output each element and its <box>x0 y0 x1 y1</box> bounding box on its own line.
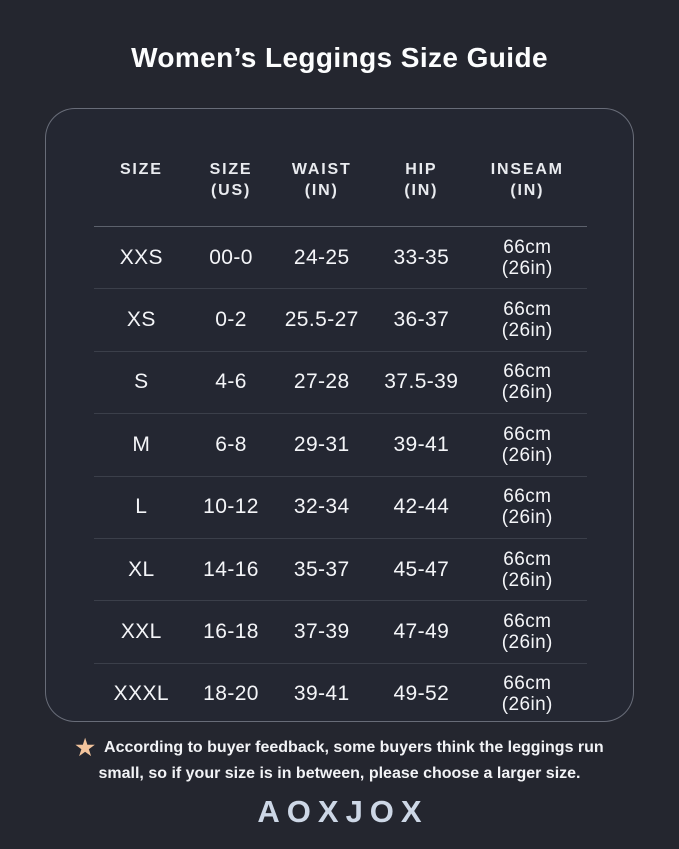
cell-waist: 27-28 <box>293 370 350 394</box>
cell-size-us: 18-20 <box>203 682 259 706</box>
cell-hip: 47-49 <box>393 620 450 644</box>
cell-inseam <box>473 486 582 528</box>
header-line1: SIZE <box>209 161 253 178</box>
cell-size: XXL <box>120 620 162 644</box>
cell-inseam <box>473 673 582 715</box>
column-header-waist <box>273 159 370 201</box>
inseam-cm: 66cm <box>503 611 552 633</box>
cell-size: L <box>135 495 148 519</box>
cell-inseam <box>473 424 582 466</box>
cell-size-us: 6-8 <box>215 432 247 456</box>
cell-hip: 33-35 <box>393 245 450 269</box>
cell-waist: 32-34 <box>293 495 350 519</box>
column-header-inseam <box>473 159 582 201</box>
page-title: Women’s Leggings Size Guide <box>131 42 548 73</box>
cell-hip: 45-47 <box>393 557 450 581</box>
table-row-xxl <box>94 601 587 663</box>
inseam-in: (26in) <box>501 257 553 279</box>
table-row-xxs <box>94 227 587 289</box>
cell-size: XXXL <box>113 682 169 706</box>
brand-logo: AOXJOX <box>257 794 429 829</box>
cell-size: S <box>134 370 149 394</box>
fit-note <box>0 735 679 787</box>
header-line1: INSEAM <box>490 161 564 178</box>
cell-waist: 35-37 <box>293 557 350 581</box>
header-line2: (IN) <box>404 182 439 199</box>
cell-size-us: 10-12 <box>203 495 259 519</box>
inseam-in: (26in) <box>501 569 553 591</box>
header-line2: (IN) <box>304 182 339 199</box>
header-line1: WAIST <box>291 161 352 178</box>
cell-size: XS <box>126 308 156 332</box>
column-header-size-us <box>189 159 274 201</box>
fit-note-text2: small, so if your size is in between, please choose a larger size. <box>98 765 581 782</box>
table-row-xxxl <box>94 664 587 725</box>
cell-size: XXS <box>119 245 163 269</box>
cell-waist: 25.5-27 <box>284 308 359 332</box>
cell-inseam <box>473 361 582 403</box>
inseam-cm: 66cm <box>503 361 552 383</box>
fit-note-line1 <box>0 735 679 761</box>
cell-size-us: 14-16 <box>203 557 259 581</box>
inseam-cm: 66cm <box>503 299 552 321</box>
cell-waist: 24-25 <box>293 245 350 269</box>
inseam-in: (26in) <box>501 382 553 404</box>
column-header-hip <box>370 159 473 201</box>
cell-size-us: 0-2 <box>215 308 247 332</box>
cell-size: XL <box>128 557 155 581</box>
header-line2: (IN) <box>510 182 545 199</box>
cell-hip: 36-37 <box>393 308 450 332</box>
inseam-in: (26in) <box>501 320 553 342</box>
fit-note-text1: According to buyer feedback, some buyers think the leggings run <box>104 739 604 756</box>
table-row-xs <box>94 289 587 351</box>
inseam-cm: 66cm <box>503 236 552 258</box>
cell-waist: 29-31 <box>293 432 350 456</box>
cell-size: M <box>132 432 151 456</box>
cell-hip: 37.5-39 <box>384 370 459 394</box>
cell-hip: 42-44 <box>393 495 450 519</box>
cell-hip: 49-52 <box>393 682 450 706</box>
inseam-cm: 66cm <box>503 673 552 695</box>
header-line1: HIP <box>405 161 438 178</box>
inseam-in: (26in) <box>501 694 553 716</box>
cell-size-us: 00-0 <box>209 245 253 269</box>
header-line2: (US) <box>210 182 252 199</box>
size-table-panel <box>45 108 634 722</box>
star-icon: ★ <box>75 735 96 760</box>
cell-inseam <box>473 611 582 653</box>
table-row-xl <box>94 539 587 601</box>
inseam-cm: 66cm <box>503 423 552 445</box>
cell-waist: 39-41 <box>293 682 350 706</box>
table-header-row <box>94 159 587 201</box>
inseam-in: (26in) <box>501 507 553 529</box>
header-line1: SIZE <box>119 161 163 178</box>
table-row-s <box>94 352 587 414</box>
table-row-l <box>94 477 587 539</box>
cell-hip: 39-41 <box>393 432 450 456</box>
cell-inseam <box>473 549 582 591</box>
cell-size-us: 16-18 <box>203 620 259 644</box>
cell-inseam <box>473 237 582 279</box>
cell-size-us: 4-6 <box>215 370 247 394</box>
table-body <box>94 227 587 725</box>
inseam-in: (26in) <box>501 632 553 654</box>
table-row-m <box>94 414 587 476</box>
cell-waist: 37-39 <box>293 620 350 644</box>
inseam-in: (26in) <box>501 444 553 466</box>
inseam-cm: 66cm <box>503 548 552 570</box>
inseam-cm: 66cm <box>503 486 552 508</box>
column-header-size <box>94 159 189 201</box>
cell-inseam <box>473 299 582 341</box>
